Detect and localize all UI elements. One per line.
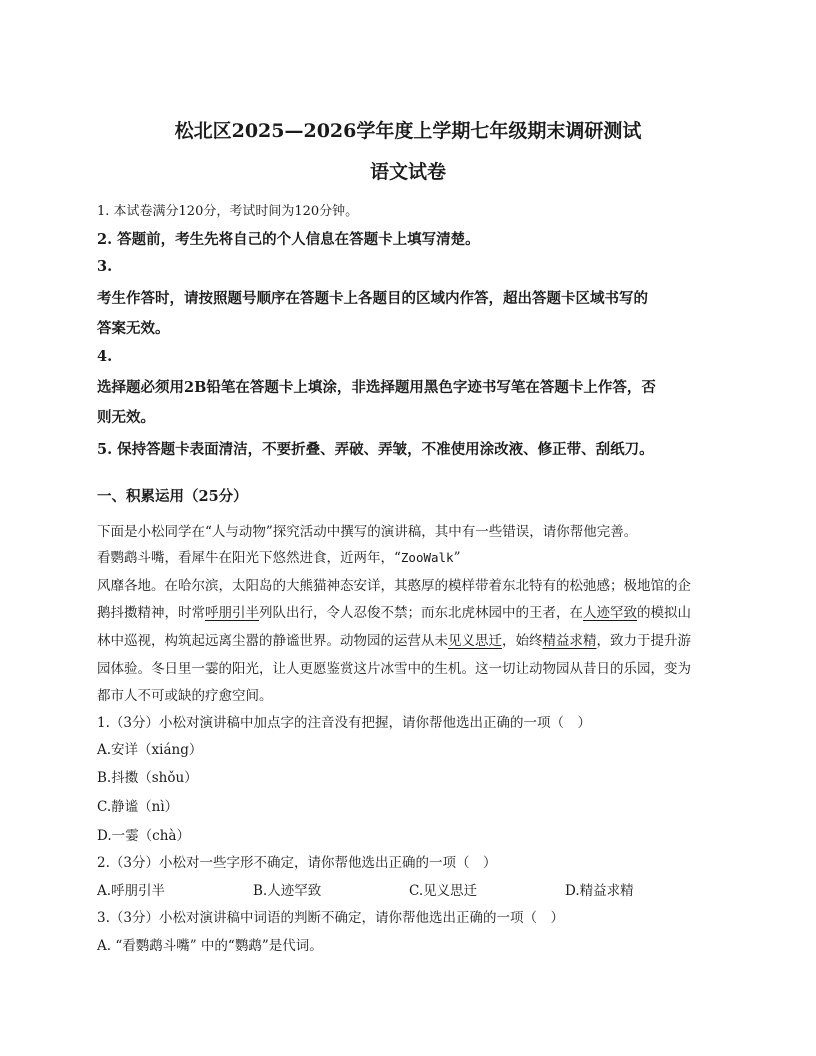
passage-line-5: 园体验。冬日里一霎的阳光，让人更愿鉴赏这片冰雪中的生机。这一切让动物园从昔日的乐园，变为 [97, 661, 691, 677]
underlined-term-3: 见义思迁 [448, 633, 502, 649]
passage-line-1 [97, 546, 461, 566]
passage-line-1-text-a: 看鹦鹉斗嘴，看犀牛在阳光下悠然进食，近两年，“ [97, 550, 401, 566]
passage-line-3-text-c: 的模拟山 [637, 605, 691, 621]
question-1-option-d: D.一霎（chà） [97, 828, 190, 844]
passage-line-2: 风靡各地。在哈尔滨，太阳岛的大熊猫神态安详，其憨厚的模样带着东北特有的松弛感；极地馆的企 [97, 578, 691, 594]
question-2-option-a: A.呼朋引半 [97, 883, 166, 899]
passage-line-1-text-b: ” [453, 550, 461, 566]
question-1-option-b: B.抖擞（shǒu） [97, 770, 198, 786]
question-2-option-c: C.见义思迁 [409, 883, 478, 899]
passage-line-3-text-a: 鹅抖擞精神，时常 [97, 605, 205, 621]
question-2-stem: 2.（3分）小松对一些字形不确定，请你帮他选出正确的一项（ ） [97, 855, 497, 871]
note-3-number: 3. [97, 258, 113, 275]
note-4-line-2: 则无效。 [97, 409, 155, 426]
underlined-term-2: 人迹罕致 [583, 605, 637, 621]
question-1-stem: 1.（3分）小松对演讲稿中加点字的注音没有把握，请你帮他选出正确的一项（ ） [97, 715, 591, 731]
page-subtitle: 语文试卷 [369, 161, 446, 183]
note-5: 5. 保持答题卡表面清洁，不要折叠、弄破、弄皱，不准使用涂改液、修正带、刮纸刀。 [97, 441, 654, 458]
note-4-line-1: 选择题必须用2B铅笔在答题卡上填涂，非选择题用黑色字迹书写笔在答题卡上作答，否 [97, 379, 656, 396]
note-3-line-2: 答案无效。 [97, 320, 170, 337]
underlined-term-4: 精益求精 [542, 633, 597, 649]
note-1: 1. 本试卷满分120分，考试时间为120分钟。 [97, 204, 359, 219]
question-1-option-c: C.静谧（nì） [97, 799, 179, 815]
passage-line-3 [97, 601, 691, 621]
question-2-option-b: B.人迹罕致 [253, 883, 322, 899]
question-3-stem: 3.（3分）小松对演讲稿中词语的判断不确定，请你帮他选出正确的一项（ ） [97, 910, 564, 926]
note-2: 2. 答题前，考生先将自己的个人信息在答题卡上填写清楚。 [97, 231, 480, 248]
passage-line-4-text-a: 林中巡视，构筑起远离尘嚣的静谧世界。动物园的运营从未 [97, 633, 448, 649]
question-3-option-a: A. “看鹦鹉斗嘴” 中的“鹦鹉”是代词。 [97, 938, 323, 954]
passage-line-4-text-c: ，致力于提升游 [596, 633, 691, 649]
passage-line-3-text-b: 列队出行，令人忍俊不禁；而东北虎林园中的王者，在 [259, 605, 583, 621]
passage-line-6: 都市人不可或缺的疗愈空间。 [97, 688, 273, 704]
passage-line-1-zoowalk: ZooWalk [400, 550, 454, 565]
passage-intro: 下面是小松同学在“人与动物”探究活动中撰写的演讲稿，其中有一些错误，请你帮他完善。 [97, 524, 638, 540]
page-title: 松北区2025—2026学年度上学期七年级期末调研测试 [174, 120, 642, 142]
passage-line-4 [97, 629, 691, 649]
question-1-option-a: A.安详（xiáng） [97, 742, 203, 758]
note-4-number: 4. [97, 348, 113, 365]
passage-line-4-text-b: ，始终 [502, 633, 543, 649]
section-heading: 一、积累运用（25分） [97, 488, 248, 505]
underlined-term-1: 呼朋引半 [205, 605, 259, 621]
question-2-option-d: D.精益求精 [565, 883, 634, 899]
note-3-line-1: 考生作答时，请按照题号顺序在答题卡上各题目的区域内作答，超出答题卡区域书写的 [97, 290, 648, 307]
